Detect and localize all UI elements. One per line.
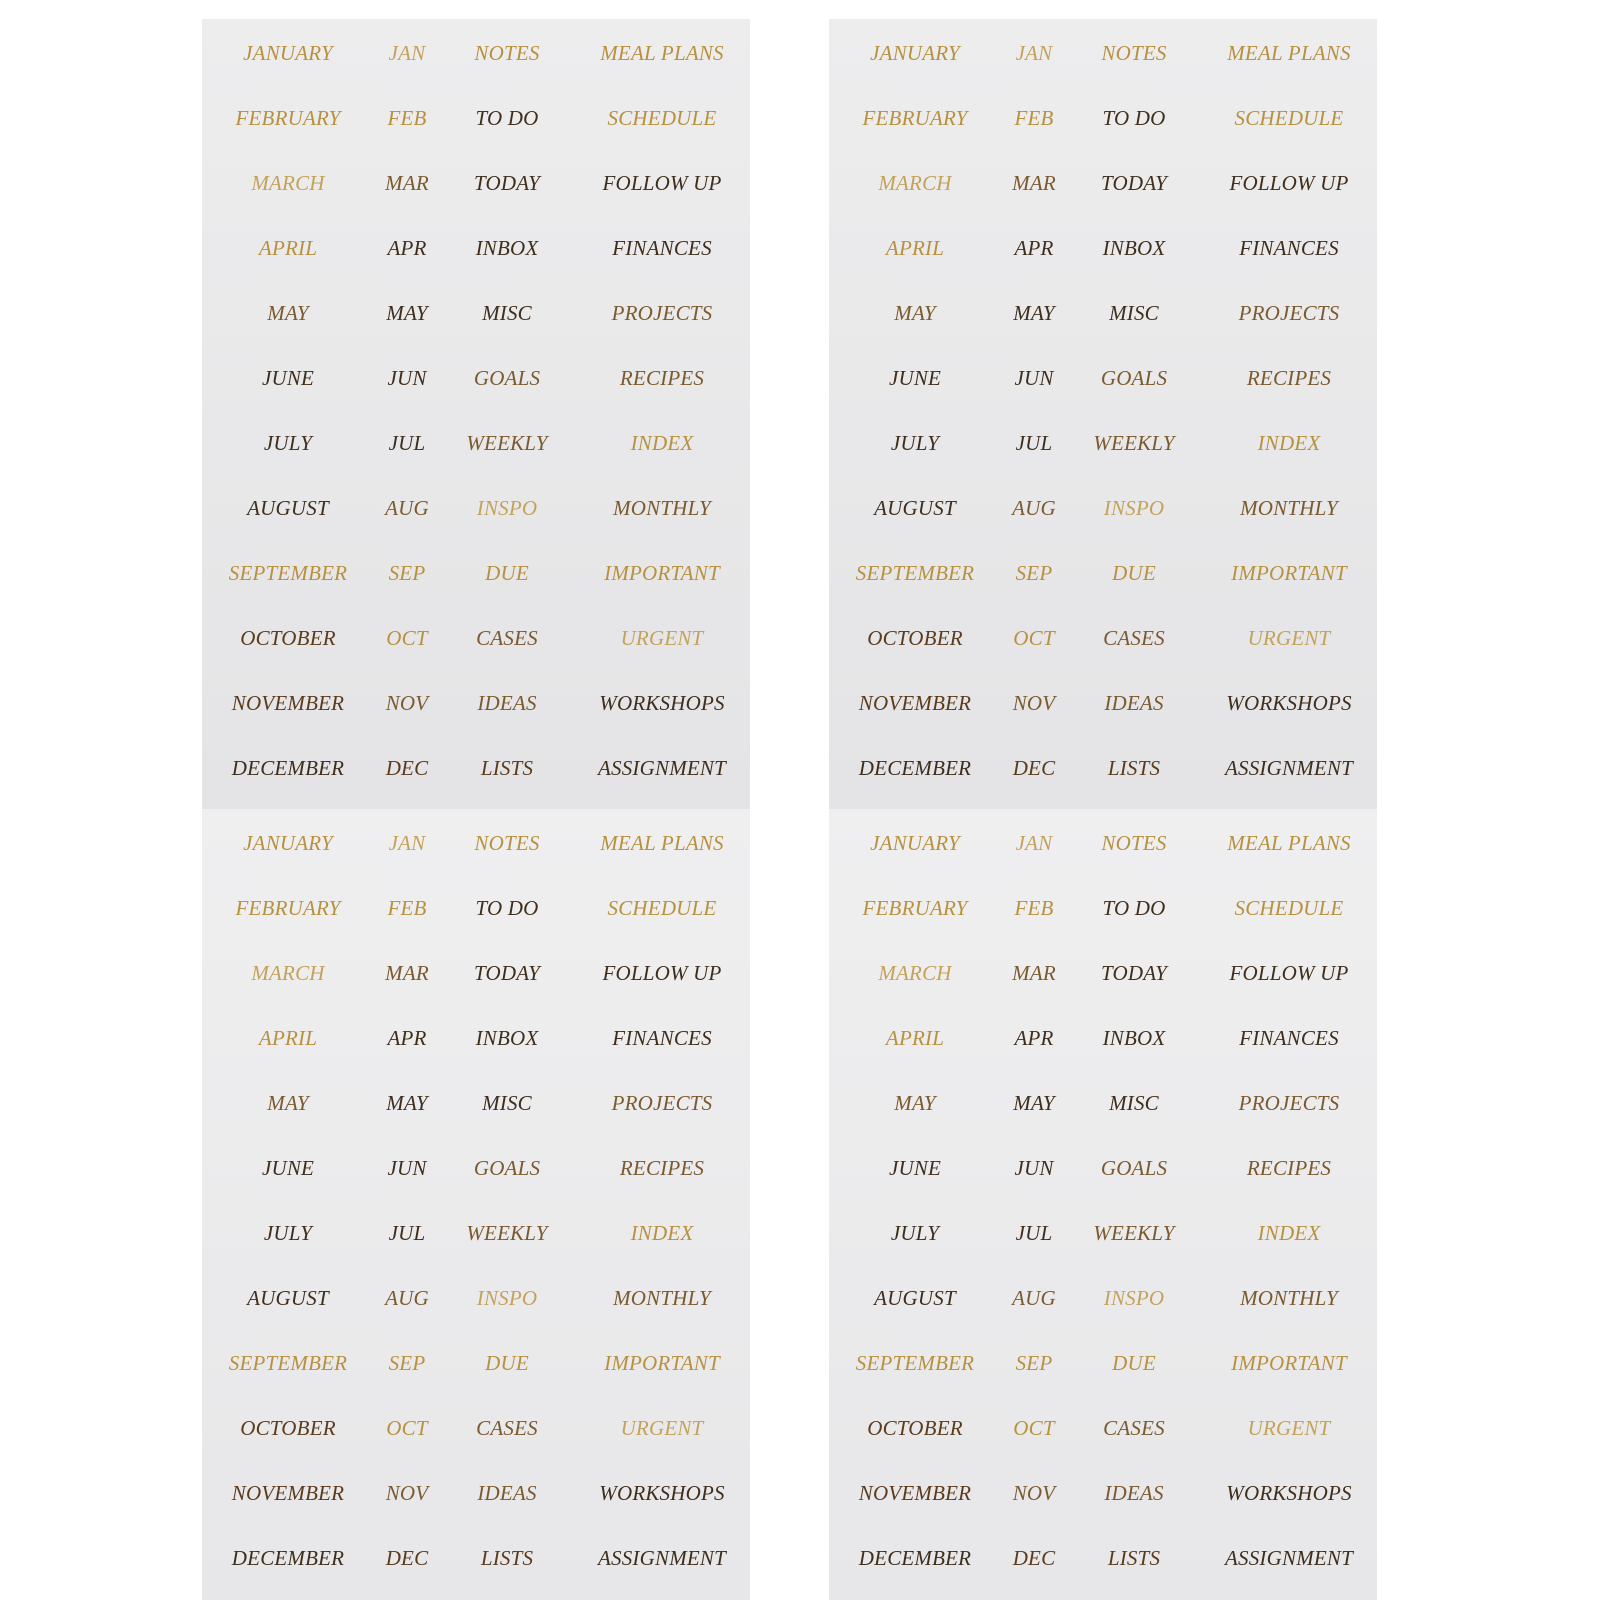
sticker-label: MEAL PLANS bbox=[600, 41, 724, 65]
sticker-label: OCTOBER bbox=[240, 1416, 336, 1440]
sticker-label: NOTES bbox=[1101, 41, 1167, 65]
sticker-label: MAR bbox=[385, 171, 429, 195]
sticker-label: MISC bbox=[1109, 301, 1159, 325]
sticker-label: MONTHLY bbox=[1240, 496, 1338, 520]
sticker-label: AUGUST bbox=[874, 496, 956, 520]
sticker-label: CASES bbox=[1103, 626, 1165, 650]
sticker-label: MAR bbox=[385, 961, 429, 985]
sticker-label: MAY bbox=[1013, 301, 1055, 325]
sticker-label: IMPORTANT bbox=[1231, 1351, 1347, 1375]
sticker-label: DECEMBER bbox=[858, 1546, 972, 1570]
sticker-label: JAN bbox=[1015, 41, 1053, 65]
sticker-label: WORKSHOPS bbox=[1226, 691, 1352, 715]
sticker-label: MAY bbox=[894, 301, 936, 325]
sticker-label: APRIL bbox=[258, 1026, 318, 1050]
sticker-label: MISC bbox=[482, 1091, 532, 1115]
sticker-label: FOLLOW UP bbox=[602, 171, 722, 195]
sticker-label: WORKSHOPS bbox=[599, 691, 725, 715]
sticker-label: SEPTEMBER bbox=[228, 1351, 348, 1375]
sticker-label: APR bbox=[1014, 1026, 1054, 1050]
sticker-label: APRIL bbox=[885, 236, 945, 260]
sticker-label: JUL bbox=[388, 431, 426, 455]
sticker-label: INSPO bbox=[476, 1286, 538, 1310]
sticker-label: DUE bbox=[485, 561, 529, 585]
sticker-label: WEEKLY bbox=[466, 1221, 548, 1245]
sticker-label: APR bbox=[1014, 236, 1054, 260]
sticker-label: JUL bbox=[1015, 1221, 1053, 1245]
sticker-label: JAN bbox=[1015, 831, 1053, 855]
sticker-label: IDEAS bbox=[1104, 691, 1164, 715]
sticker-label: SEP bbox=[388, 561, 426, 585]
sticker-label: JANUARY bbox=[870, 831, 960, 855]
sticker-label: MONTHLY bbox=[1240, 1286, 1338, 1310]
sticker-label: MAY bbox=[1013, 1091, 1055, 1115]
sticker-label: PROJECTS bbox=[611, 301, 713, 325]
sticker-label: RECIPES bbox=[1246, 366, 1332, 390]
sticker-label: JUNE bbox=[261, 1156, 315, 1180]
sticker-label: SEP bbox=[1015, 1351, 1053, 1375]
sticker-label: JULY bbox=[890, 431, 940, 455]
sticker-label: MAY bbox=[267, 301, 309, 325]
sticker-label: SEPTEMBER bbox=[855, 1351, 975, 1375]
sticker-label: APR bbox=[387, 1026, 427, 1050]
sticker-label: URGENT bbox=[620, 1416, 704, 1440]
sticker-label: FEBRUARY bbox=[235, 896, 341, 920]
sticker-label: TODAY bbox=[1101, 961, 1167, 985]
sticker-label: DEC bbox=[1012, 1546, 1056, 1570]
sticker-label: LISTS bbox=[1107, 756, 1161, 780]
sticker-label: ASSIGNMENT bbox=[1225, 756, 1353, 780]
sticker-label: FINANCES bbox=[1239, 236, 1339, 260]
sticker-label: GOALS bbox=[1100, 366, 1168, 390]
sticker-label: DECEMBER bbox=[231, 756, 345, 780]
sticker-label: ASSIGNMENT bbox=[598, 1546, 726, 1570]
sticker-label: ASSIGNMENT bbox=[598, 756, 726, 780]
sticker-label: JULY bbox=[263, 1221, 313, 1245]
sticker-label: LISTS bbox=[480, 756, 534, 780]
sticker-label: JAN bbox=[388, 41, 426, 65]
sticker-label: TODAY bbox=[1101, 171, 1167, 195]
sticker-label: OCT bbox=[1013, 1416, 1055, 1440]
sticker-label: OCTOBER bbox=[867, 626, 963, 650]
sticker-label: TODAY bbox=[474, 961, 540, 985]
sticker-label: NOV bbox=[385, 1481, 429, 1505]
sticker-label: ASSIGNMENT bbox=[1225, 1546, 1353, 1570]
sticker-sheet-bottom-right bbox=[829, 809, 1377, 1600]
sticker-label: GOALS bbox=[473, 1156, 541, 1180]
sticker-label: FEB bbox=[387, 106, 427, 130]
sticker-label: FINANCES bbox=[1239, 1026, 1339, 1050]
sticker-sheet-top-right bbox=[829, 19, 1377, 809]
sticker-label: URGENT bbox=[1247, 1416, 1331, 1440]
sticker-label: TO DO bbox=[1102, 106, 1166, 130]
sticker-sheet-bottom-left bbox=[202, 809, 750, 1600]
sticker-label: MEAL PLANS bbox=[1227, 41, 1351, 65]
sticker-label: JANUARY bbox=[243, 41, 333, 65]
label-grid bbox=[202, 811, 750, 1591]
sticker-label: SEPTEMBER bbox=[228, 561, 348, 585]
sticker-label: NOTES bbox=[474, 831, 540, 855]
sticker-label: FOLLOW UP bbox=[1229, 961, 1349, 985]
sticker-label: DUE bbox=[1112, 561, 1156, 585]
sticker-label: FEBRUARY bbox=[862, 106, 968, 130]
sticker-label: IMPORTANT bbox=[604, 1351, 720, 1375]
sticker-label: NOTES bbox=[1101, 831, 1167, 855]
sticker-label: DUE bbox=[485, 1351, 529, 1375]
sticker-label: MARCH bbox=[251, 961, 325, 985]
sticker-label: DEC bbox=[385, 756, 429, 780]
sticker-label: OCT bbox=[386, 1416, 428, 1440]
sticker-sheet-top-left bbox=[202, 19, 750, 809]
sticker-label: CASES bbox=[1103, 1416, 1165, 1440]
sticker-label: MEAL PLANS bbox=[1227, 831, 1351, 855]
sticker-label: DEC bbox=[385, 1546, 429, 1570]
sticker-label: AUG bbox=[1012, 496, 1056, 520]
sticker-label: APR bbox=[387, 236, 427, 260]
sticker-label: JAN bbox=[388, 831, 426, 855]
sticker-label: MONTHLY bbox=[613, 1286, 711, 1310]
sticker-label: AUG bbox=[385, 496, 429, 520]
sticker-label: JULY bbox=[263, 431, 313, 455]
sticker-label: LISTS bbox=[480, 1546, 534, 1570]
sticker-label: FINANCES bbox=[612, 236, 712, 260]
sticker-label: INDEX bbox=[1257, 1221, 1321, 1245]
sticker-label: MAR bbox=[1012, 961, 1056, 985]
sticker-label: SEPTEMBER bbox=[855, 561, 975, 585]
sticker-label: MARCH bbox=[878, 171, 952, 195]
sticker-label: SCHEDULE bbox=[607, 106, 717, 130]
sticker-label: DUE bbox=[1112, 1351, 1156, 1375]
sticker-label: TODAY bbox=[474, 171, 540, 195]
sticker-label: FEBRUARY bbox=[862, 896, 968, 920]
sticker-label: NOTES bbox=[474, 41, 540, 65]
sticker-label: MAY bbox=[894, 1091, 936, 1115]
sticker-label: SEP bbox=[1015, 561, 1053, 585]
sticker-label: FEB bbox=[1014, 896, 1054, 920]
sticker-label: PROJECTS bbox=[1238, 1091, 1340, 1115]
sticker-label: MISC bbox=[1109, 1091, 1159, 1115]
sticker-label: JANUARY bbox=[243, 831, 333, 855]
sticker-label: SCHEDULE bbox=[1234, 106, 1344, 130]
sticker-label: FEBRUARY bbox=[235, 106, 341, 130]
sticker-label: AUGUST bbox=[247, 496, 329, 520]
sticker-label: CASES bbox=[476, 1416, 538, 1440]
sticker-label: RECIPES bbox=[619, 366, 705, 390]
sticker-label: MAY bbox=[386, 1091, 428, 1115]
sticker-label: JUN bbox=[387, 366, 427, 390]
sticker-label: MAY bbox=[267, 1091, 309, 1115]
sticker-label: MONTHLY bbox=[613, 496, 711, 520]
sticker-label: TO DO bbox=[1102, 896, 1166, 920]
sticker-label: TO DO bbox=[475, 896, 539, 920]
sticker-label: NOV bbox=[385, 691, 429, 715]
sticker-label: NOVEMBER bbox=[231, 1481, 345, 1505]
sticker-label: JUNE bbox=[261, 366, 315, 390]
sticker-label: JULY bbox=[890, 1221, 940, 1245]
sticker-label: GOALS bbox=[1100, 1156, 1168, 1180]
sticker-label: DECEMBER bbox=[231, 1546, 345, 1570]
sticker-label: URGENT bbox=[620, 626, 704, 650]
sticker-label: INDEX bbox=[1257, 431, 1321, 455]
sticker-label: OCTOBER bbox=[867, 1416, 963, 1440]
sticker-label: INDEX bbox=[630, 431, 694, 455]
sticker-label: NOVEMBER bbox=[858, 691, 972, 715]
sticker-label: WORKSHOPS bbox=[599, 1481, 725, 1505]
sticker-label: MAY bbox=[386, 301, 428, 325]
sticker-label: INSPO bbox=[1103, 1286, 1165, 1310]
label-grid bbox=[202, 21, 750, 801]
sticker-label: INBOX bbox=[1102, 236, 1166, 260]
sticker-label: MISC bbox=[482, 301, 532, 325]
sticker-label: JUNE bbox=[888, 366, 942, 390]
sticker-label: JUL bbox=[1015, 431, 1053, 455]
sticker-label: DEC bbox=[1012, 756, 1056, 780]
sticker-label: NOV bbox=[1012, 1481, 1056, 1505]
sticker-label: APRIL bbox=[258, 236, 318, 260]
sticker-label: PROJECTS bbox=[611, 1091, 713, 1115]
sticker-label: OCT bbox=[386, 626, 428, 650]
sticker-label: OCT bbox=[1013, 626, 1055, 650]
sticker-label: DECEMBER bbox=[858, 756, 972, 780]
sticker-label: MEAL PLANS bbox=[600, 831, 724, 855]
sticker-label: NOV bbox=[1012, 691, 1056, 715]
sticker-label: MARCH bbox=[251, 171, 325, 195]
sticker-label: INBOX bbox=[1102, 1026, 1166, 1050]
sticker-label: FOLLOW UP bbox=[602, 961, 722, 985]
sticker-label: WEEKLY bbox=[1093, 1221, 1175, 1245]
sticker-label: OCTOBER bbox=[240, 626, 336, 650]
sticker-label: LISTS bbox=[1107, 1546, 1161, 1570]
sticker-label: MAR bbox=[1012, 171, 1056, 195]
sticker-label: JUN bbox=[1014, 366, 1054, 390]
sticker-label: CASES bbox=[476, 626, 538, 650]
sticker-label: SEP bbox=[388, 1351, 426, 1375]
sticker-label: INDEX bbox=[630, 1221, 694, 1245]
sticker-label: IMPORTANT bbox=[604, 561, 720, 585]
sticker-label: IDEAS bbox=[1104, 1481, 1164, 1505]
sticker-label: SCHEDULE bbox=[1234, 896, 1344, 920]
sticker-label: PROJECTS bbox=[1238, 301, 1340, 325]
sticker-label: FOLLOW UP bbox=[1229, 171, 1349, 195]
sticker-label: WORKSHOPS bbox=[1226, 1481, 1352, 1505]
sticker-label: IDEAS bbox=[477, 1481, 537, 1505]
sticker-label: JUL bbox=[388, 1221, 426, 1245]
sticker-label: INBOX bbox=[475, 236, 539, 260]
sticker-label: FEB bbox=[387, 896, 427, 920]
sticker-label: IMPORTANT bbox=[1231, 561, 1347, 585]
sticker-label: INSPO bbox=[476, 496, 538, 520]
sticker-label: GOALS bbox=[473, 366, 541, 390]
sticker-label: FEB bbox=[1014, 106, 1054, 130]
sticker-label: WEEKLY bbox=[1093, 431, 1175, 455]
sticker-label: FINANCES bbox=[612, 1026, 712, 1050]
sticker-label: AUG bbox=[385, 1286, 429, 1310]
sticker-label: NOVEMBER bbox=[231, 691, 345, 715]
sticker-label: MARCH bbox=[878, 961, 952, 985]
sticker-label: JUN bbox=[1014, 1156, 1054, 1180]
sticker-label: INSPO bbox=[1103, 496, 1165, 520]
sticker-label: JUNE bbox=[888, 1156, 942, 1180]
sticker-label: AUGUST bbox=[874, 1286, 956, 1310]
sticker-label: AUGUST bbox=[247, 1286, 329, 1310]
sticker-label: JUN bbox=[387, 1156, 427, 1180]
sticker-label: INBOX bbox=[475, 1026, 539, 1050]
sticker-label: APRIL bbox=[885, 1026, 945, 1050]
sticker-label: SCHEDULE bbox=[607, 896, 717, 920]
sticker-label: IDEAS bbox=[477, 691, 537, 715]
label-grid bbox=[829, 21, 1377, 801]
sticker-label: WEEKLY bbox=[466, 431, 548, 455]
sticker-label: URGENT bbox=[1247, 626, 1331, 650]
sticker-label: TO DO bbox=[475, 106, 539, 130]
sticker-label: RECIPES bbox=[619, 1156, 705, 1180]
sticker-label: NOVEMBER bbox=[858, 1481, 972, 1505]
sticker-label: RECIPES bbox=[1246, 1156, 1332, 1180]
sticker-label: JANUARY bbox=[870, 41, 960, 65]
sticker-label: AUG bbox=[1012, 1286, 1056, 1310]
label-grid bbox=[829, 811, 1377, 1591]
